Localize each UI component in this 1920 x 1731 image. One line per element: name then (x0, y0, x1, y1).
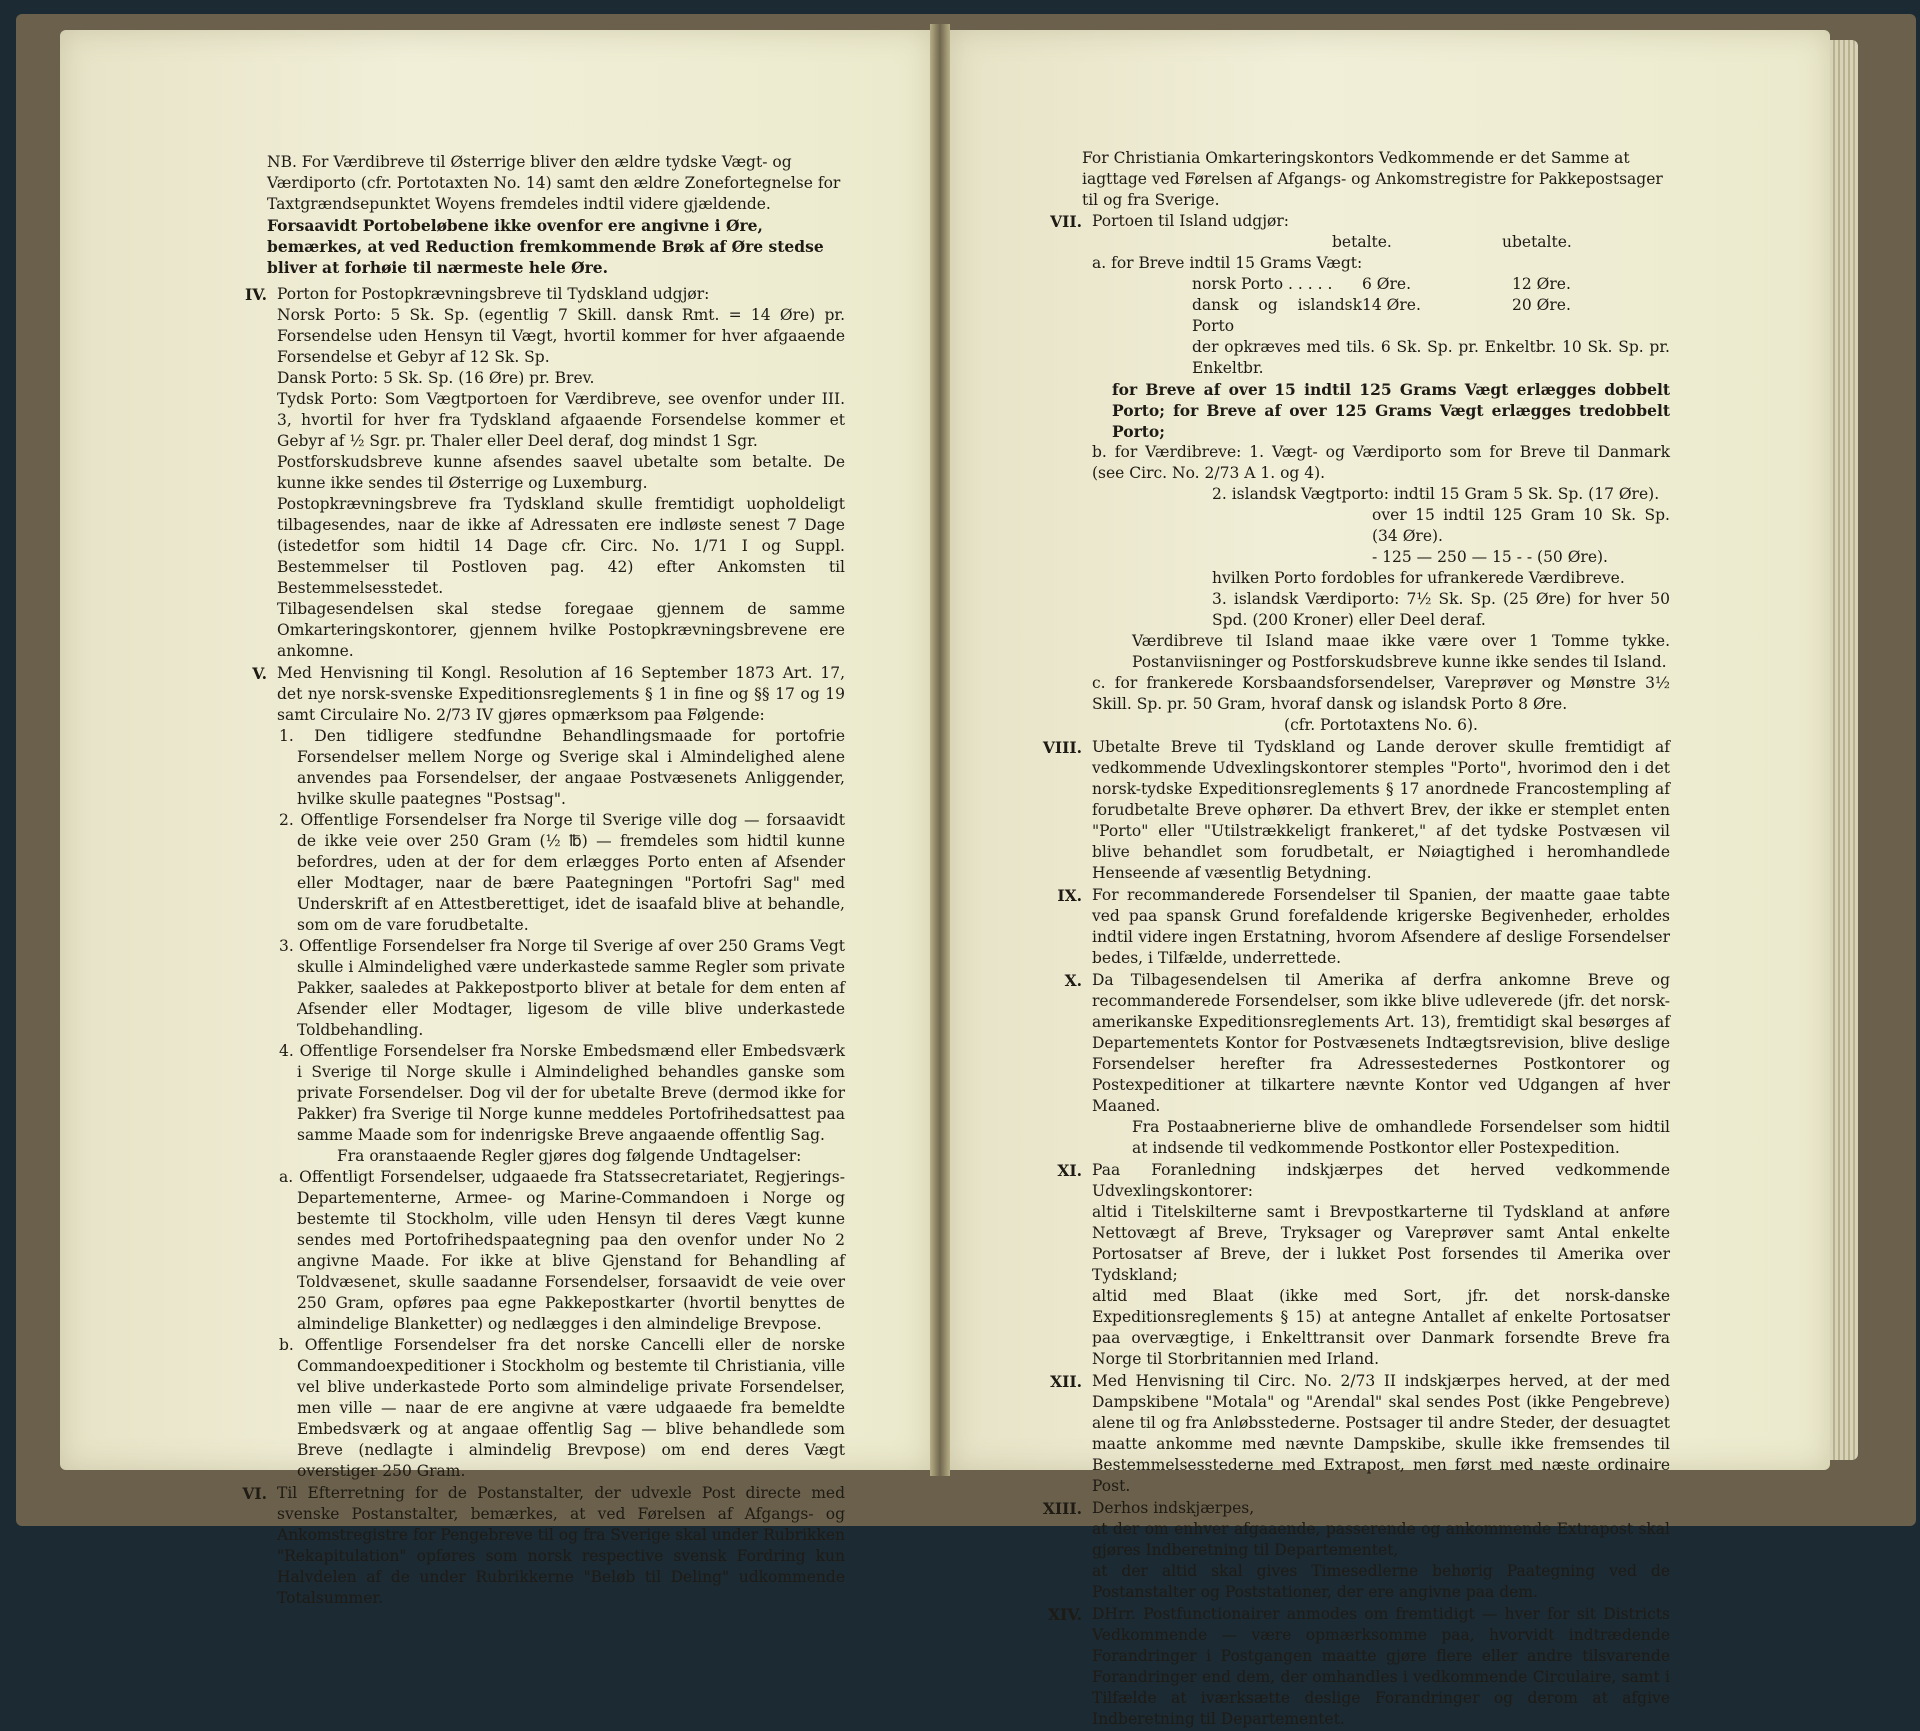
row-label: norsk Porto . . . . . (1192, 275, 1333, 293)
section-xiv (1020, 1604, 1670, 1730)
section-v-item: 2. Offentlige Forsendelser fra Norge til Sverige ville dog — forsaavidt de ikke veie over 250 Gram (½ ℔) — fremdeles som hidtil kunne befordres, uden at der for dem erlægges Porto enten af Afsender eller Modtager, naar de bære Paategningen "Portofri Sag" med Underskrift af en Attestberettiget, idet de isaafald blive at behandle, som om de vare forudbetalte. (279, 811, 845, 934)
section-vii-b: 2. islandsk Vægtporto: indtil 15 Gram 5 Sk. Sp. (17 Øre). (1212, 485, 1660, 503)
section-iv (205, 284, 845, 662)
row-betalte: 6 Øre. (1362, 275, 1412, 293)
section-vii-a: a. for Breve indtil 15 Grams Vægt: (1092, 254, 1363, 272)
page-edges (1830, 40, 1858, 1460)
nb-paragraph: NB. For Værdibreve til Østerrige bliver den ældre tydske Vægt- og Værdiporto (cfr. Portotaxten No. 14) samt den ældre Zonefortegnelse for Taxtgrændsepunktet Woyens fremdeles indtil videre gjældende. (267, 153, 841, 213)
section-vii-b: b. for Værdibreve: 1. Vægt- og Værdiporto som for Breve til Danmark (see Circ. No. 2/73 A 1. og 4). (1092, 443, 1670, 482)
section-number: V. (252, 664, 267, 683)
left-page-text (205, 152, 845, 1610)
row-ubetalte: 20 Øre. (1512, 296, 1571, 314)
section-vii-b: 3. islandsk Værdiporto: 7½ Sk. Sp. (25 Øre) for hver 50 Spd. (200 Kroner) eller Deel deraf. (1212, 590, 1670, 629)
section-number: XIII. (1042, 1499, 1082, 1518)
section-v-item: 4. Offentlige Forsendelser fra Norske Embedsmænd eller Embedsværk i Sverige til Norge skulle i Almindelighed behandles ganske som private Forsendelser. Dog vil der for ubetalte Breve (dermod ikke for Pakker) fra Sverige til Norge kunne meddeles Portofrihedsattest paa samme Maade som for indenrigske Breve angaaende offentlig Sag. (279, 1042, 845, 1144)
section-vii-intro: Portoen til Island udgjør: (1092, 212, 1289, 230)
section-number: XII. (1050, 1372, 1082, 1391)
section-v-item: 3. Offentlige Forsendelser fra Norge til Sverige af over 250 Grams Vegt skulle i Almindelighed være underkastede samme Regler som private Pakker, saaledes at Pakkepostporto bliver at betale for dem enten af Afsender eller Modtager, ligesom de ville blive underkastede Toldbehandling. (279, 937, 845, 1039)
section-number: IV. (245, 285, 267, 304)
section-xiii-intro: Derhos indskjærpes, (1092, 1499, 1255, 1517)
porto-table-row (1092, 295, 1670, 337)
christiania-paragraph: For Christiania Omkarteringskontors Vedkommende er det Samme at iagttage ved Førelsen af Afgangs- og Ankomstregistre for Pakkepostsager til og fra Sverige. (1082, 149, 1663, 209)
section-x-paragraph: Fra Postaabnerierne blive de omhandlede Forsendelser som hidtil at indsende til vedkommende Postkontor eller Postexpedition. (1132, 1118, 1670, 1157)
section-vii-c: c. for frankerede Korsbaandsforsendelser, Vareprøver og Mønstre 3½ Skill. Sp. pr. 50 Gram, hvoraf dansk og islandsk Porto 8 Øre. (1092, 674, 1670, 713)
section-iv-paragraph: Postopkrævningsbreve fra Tydskland skulle fremtidigt uopholdeligt tilbagesendes, naar de ikke af Adressaten ere indløste senest 7 Dage (istedetfor som hidtil 14 Dage cfr. Circ. No. 1/71 I og Suppl. Bestemmelser til Postloven pag. 42) efter Ankomsten til Bestemmelsesstedet. (277, 495, 845, 597)
column-ubetalte: ubetalte. (1502, 233, 1572, 251)
section-vii-cfr: (cfr. Portotaxtens No. 6). (1284, 716, 1478, 734)
section-vii-paragraph: Værdibreve til Island maae ikke være over 1 Tomme tykke. Postanviisninger og Postforskudsbreve kunne ikke sendes til Island. (1132, 632, 1670, 671)
section-iv-paragraph: Tilbagesendelsen skal stedse foregaae gjennem de samme Omkarteringskontorer, gjennem hvilke Postopkrævningsbrevene ere ankomne. (277, 600, 845, 660)
porto-table-row (1092, 274, 1670, 295)
section-viii-text: Ubetalte Breve til Tydskland og Lande derover skulle fremtidigt af vedkommende Udvexlingskontorer stemples "Porto", hvorimod den i det norsk-tydske Expeditionsreglements § 17 anordnede Francostempling af forudbetalte Breve ophører. Da ethvert Brev, der ikke er stemplet enten "Porto" eller "Utilstrækkeligt frankeret," af det tydske Postvæsen vil blive behandlet som forudbetalt, er Nøiagtighed i heromhandlede Henseende af væsentlig Betydning. (1092, 738, 1670, 882)
row-betalte: 14 Øre. (1362, 296, 1421, 314)
section-xi-item: altid med Blaat (ikke med Sort, jfr. det norsk-danske Expeditionsreglements § 15) at antegne Antallet af enkelte Portosatser paa overvægtige, i Enkelttransit over Danmark forsendte Breve fra Norge til Storbritannien med Irland. (1092, 1287, 1670, 1368)
section-number: X. (1064, 971, 1082, 990)
section-vi-text: Til Efterretning for de Postanstalter, der udvexle Post directe med svenske Postanstalter, bemærkes, at ved Førelsen af Afgangs- og Ankomstregistre for Pengebreve til og fra Sverige skal under Rubrikken "Rekapitulation" opføres som norsk respective svensk Fordring kun Halvdelen af de under Rubrikkerne "Beløb til Deling" udkommende Totalsummer. (277, 1484, 845, 1607)
forsaavidt-paragraph: Forsaavidt Portobeløbene ikke ovenfor ere angivne i Øre, bemærkes, at ved Reduction fremkommende Brøk af Øre stedse bliver at forhøie til nærmeste hele Øre. (267, 216, 824, 277)
section-vii-b: - 125 — 250 — 15 - - (50 Øre). (1372, 548, 1608, 566)
section-iv-dansk: Dansk Porto: 5 Sk. Sp. (16 Øre) pr. Brev. (277, 369, 595, 387)
section-v (205, 663, 845, 1482)
section-number: VI. (242, 1484, 267, 1503)
section-vii-b: over 15 indtil 125 Gram 10 Sk. Sp. (34 Øre). (1372, 506, 1670, 545)
section-number: VII. (1050, 212, 1082, 231)
section-xii-text: Med Henvisning til Circ. No. 2/73 II indskjærpes herved, at der med Dampskibene "Motala" og "Arendal" skal sendes Post (ikke Pengebreve) alene til og fra Anløbsstederne. Postsager til andre Steder, der desuagtet maatte ankomme med nævnte Dampskibe, skulle ikke fremsendes til Bestemmelsesstederne med Extrapost, men først med næste ordinaire Post. (1092, 1372, 1670, 1495)
section-v-item: 1. Den tidligere stedfundne Behandlingsmaade for portofrie Forsendelser mellem Norge og Sverige skal i Almindelighed alene anvendes paa Forsendelser, der angaae Postvæsenets Anliggender, hvilke skulle paategnes "Postsag". (279, 727, 845, 808)
section-xiv-text: DHrr. Postfunctionairer anmodes om fremtidigt — hver for sit Districts Vedkommende — være opmærksomme paa, hvorvidt indtrædende Forandringer i Postgangen maatte gjøre flere eller andre tilsvarende Forandringer end dem, der omhandles i vedkommende Circulaire, samt i Tilfælde at iværksætte deslige Forandringer og derom at afgive Indberetning til Departementet. (1092, 1605, 1670, 1728)
section-ix (1020, 885, 1670, 969)
section-vii-b: hvilken Porto fordobles for ufrankerede Værdibreve. (1212, 569, 1625, 587)
section-number: VIII. (1042, 738, 1082, 757)
section-number: XI. (1057, 1161, 1082, 1180)
book-gutter (930, 24, 950, 1476)
section-xi (1020, 1160, 1670, 1370)
section-xiii-item: at der om enhver afgaaende, passerende og ankommende Extrapost skal gjøres Indberetning til Departementet, (1092, 1520, 1670, 1559)
section-xi-item: altid i Titelskilterne samt i Brevpostkarterne til Tydskland at anføre Nettovægt af Breve, Tryksager og Vareprøver samt Antal enkelte Portosatser af Breve, der i lukket Post forsendes til Amerika over Tydskland; (1092, 1203, 1670, 1284)
section-vi (205, 1483, 845, 1609)
section-iv-paragraph: Postforskudsbreve kunne afsendes saavel ubetalte som betalte. De kunne ikke sendes til Østerrige og Luxemburg. (277, 453, 845, 492)
row-label: dansk og islandsk Porto (1192, 296, 1362, 335)
section-xii (1020, 1371, 1670, 1497)
section-vii (1020, 211, 1670, 736)
section-v-exceptions: Fra oranstaaende Regler gjøres dog følgende Undtagelser: (337, 1147, 802, 1165)
section-iv-intro: Porton for Postopkrævningsbreve til Tydskland udgjør: (277, 285, 710, 303)
section-x-text: Da Tilbagesendelsen til Amerika af derfra ankomne Breve og recommanderede Forsendelser, som ikke blive udleverede (jfr. det norsk-amerikanske Expeditionsreglements Art. 13), fremtidigt skal besørges af Departementets Kontor for Postvæsenets Indtægtsrevision, blive deslige Forsendelser herefter fra Adressestedernes Postkontorer og Postexpeditioner at tilkartere nævnte Kontor ved Udgangen af hver Maaned. (1092, 971, 1670, 1115)
section-xiii-item: at der altid skal gives Timesedlerne behørig Paategning ved de Postanstalter og Poststationer, der ere angivne paa dem. (1092, 1562, 1670, 1601)
section-xiii (1020, 1498, 1670, 1603)
section-number: IX. (1057, 886, 1082, 905)
section-x (1020, 970, 1670, 1159)
section-xi-intro: Paa Foranledning indskjærpes det herved vedkommende Udvexlingskontorer: (1092, 1161, 1670, 1200)
section-number: XIV. (1048, 1605, 1082, 1624)
section-iv-tydsk: Tydsk Porto: Som Vægtportoen for Værdibreve, see ovenfor under III. 3, hvortil for hver fra Tydskland afgaaende Forsendelse kommer et Gebyr af ½ Sgr. pr. Thaler eller Deel deraf, dog mindst 1 Sgr. (277, 390, 845, 450)
section-iv-norsk: Norsk Porto: 5 Sk. Sp. (egentlig 7 Skill. dansk Rmt. = 14 Øre) pr. Forsendelse uden Hensyn til Vægt, hvortil kommer for hver afgaaende Forsendelse et Gebyr af 12 Sk. Sp. (277, 306, 845, 366)
section-viii (1020, 737, 1670, 884)
column-betalte: betalte. (1332, 233, 1392, 251)
section-vii-dobbelt: for Breve af over 15 indtil 125 Grams Vægt erlægges dobbelt Porto; for Breve af over 125 Grams Vægt erlægges tredobbelt Porto; (1112, 380, 1670, 441)
section-v-item: b. Offentlige Forsendelser fra det norske Cancelli eller de norske Commandoexpeditioner i Stockholm og bestemte til Christiania, ville vel blive underkastede Porto som almindelige private Forsendelser, men ville — naar de ere angivne at være udgaaede fra bemeldte Embedsværk og at angaae offentlig Sag — blive behandlede som Breve (nedlagte i almindelig Brevpose) om end deres Vægt overstiger 250 Gram. (279, 1336, 845, 1480)
porto-table-header (1092, 232, 1670, 253)
section-ix-text: For recommanderede Forsendelser til Spanien, der maatte gaae tabte ved paa spansk Grund forefaldende krigerske Begivenheder, erholdes indtil videre ingen Erstatning, hvorom Afsendere af deslige Forsendelser bedes, i Tilfælde, underrettede. (1092, 886, 1670, 967)
section-vii-tils: der opkræves med tils. 6 Sk. Sp. pr. Enkeltbr. 10 Sk. Sp. pr. Enkeltbr. (1192, 338, 1670, 377)
section-v-intro: Med Henvisning til Kongl. Resolution af 16 September 1873 Art. 17, det nye norsk-svenske Expeditionsreglements § 1 in fine og §§ 17 og 19 samt Circulaire No. 2/73 IV gjøres opmærksom paa Følgende: (277, 664, 845, 724)
right-page-text (1020, 148, 1670, 1731)
row-ubetalte: 12 Øre. (1512, 275, 1571, 293)
section-v-item: a. Offentligt Forsendelser, udgaaede fra Statssecretariatet, Regjerings-Departementerne, Armee- og Marine-Commandoen i Norge og bestemte til Stockholm, ville uden Hensyn til deres Vægt kunne sendes med Portofrihedspaategning paa den ovenfor under No 2 angivne Maade. For ikke at blive Gjenstand for Behandling af Toldvæsenet, skulle saadanne Forsendelser, forsaavidt de veie over 250 Gram, opføres paa egne Pakkepostkarter (hvortil benyttes de almindelige Blanketter) og nedlægges i den almindelige Brevpose. (279, 1168, 845, 1333)
